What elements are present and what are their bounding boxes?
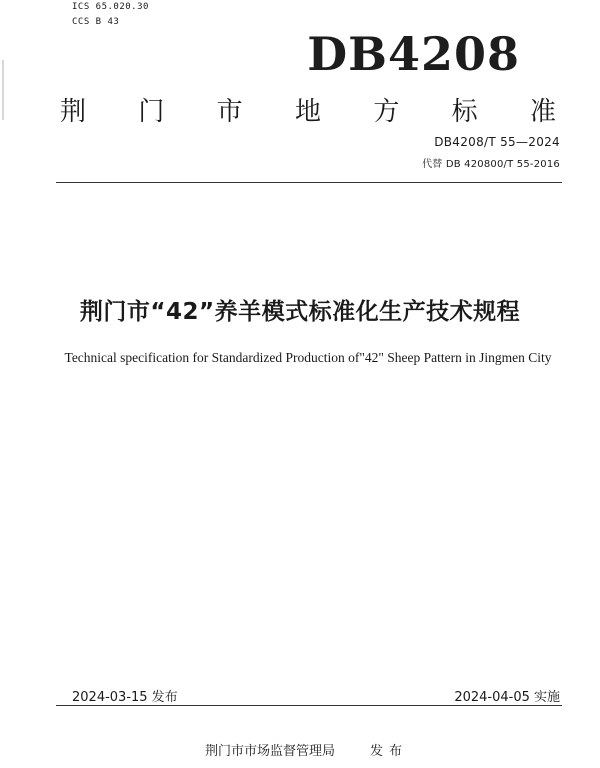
standard-type-char: 标	[451, 96, 478, 127]
standard-number: DB4208/T 55—2024	[434, 135, 560, 149]
standard-type-char: 准	[529, 96, 556, 127]
standard-type-char: 荆	[60, 96, 87, 127]
ics-code: ICS 65.020.30	[72, 2, 149, 12]
standard-type-heading	[60, 92, 556, 126]
standard-type-char: 门	[138, 96, 165, 127]
implementation-date: 2024-04-05 实施	[454, 690, 560, 705]
footer-divider	[56, 705, 562, 706]
standard-type-char: 市	[216, 96, 243, 127]
document-title-english: Technical specification for Standardized Production of"42" Sheep Pattern in Jingmen City	[64, 350, 552, 365]
standard-type-char: 地	[294, 96, 321, 127]
ccs-code: CCS B 43	[72, 17, 120, 27]
scan-edge-mark	[2, 60, 4, 120]
issuing-action: 发布	[370, 744, 409, 759]
header-divider	[56, 182, 562, 183]
issuing-authority: 荆门市市场监督管理局	[205, 744, 336, 759]
issue-date: 2024-03-15 发布	[72, 690, 178, 705]
standard-code-logo: DB4208	[307, 27, 520, 81]
standard-type-char: 方	[373, 96, 400, 127]
replaces-note: 代替 DB 420800/T 55-2016	[422, 159, 560, 170]
document-title-chinese: 荆门市“42”养羊模式标准化生产技术规程	[79, 299, 521, 325]
